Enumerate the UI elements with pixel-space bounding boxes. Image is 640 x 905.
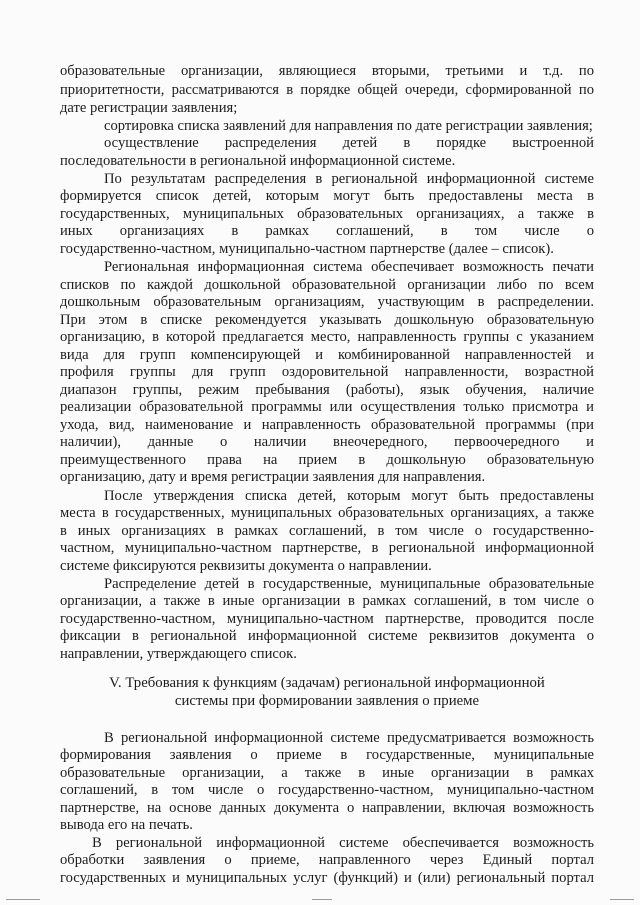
text-line: организацию, в которой предлагается место, направленность группы с указанием <box>60 329 594 345</box>
text-line: диапазон группы, режим пребывания (работы), язык обучения, наличие <box>60 382 594 398</box>
text-line: иных организациях в рамках соглашений, в том числе о <box>60 223 594 239</box>
scan-artifact <box>610 899 634 900</box>
text-line: образовательные организации, а также в иные организации в рамках <box>60 765 594 781</box>
text-line: реализации образовательной программы или осуществления только присмотра и <box>60 399 594 415</box>
text-line: государственных и муниципальных услуг (функций) и (или) региональный портал <box>60 870 594 886</box>
scan-artifact <box>6 899 40 900</box>
section-heading-line: V. Требования к функциям (задачам) региональной информационной <box>109 675 545 691</box>
text-line: дате регистрации заявления; <box>60 100 238 116</box>
text-line: вывода его на печать. <box>60 817 193 833</box>
text-line: обработки заявления о приеме, направленного через Единый портал <box>60 852 594 868</box>
text-line: организации, а также в иные организации в рамках соглашений, в том числе о <box>60 593 594 609</box>
text-line: По результатам распределения в региональной информационной системе <box>104 171 594 187</box>
text-line: формирования заявления о приеме в государственные, муниципальные <box>60 747 594 763</box>
text-line: системе фиксируются реквизиты документа о направлении. <box>60 558 432 574</box>
text-line: сортировка списка заявлений для направления по дате регистрации заявления; <box>104 118 593 134</box>
text-line: государственных, муниципальных образовательных организациях, а также в <box>60 206 594 222</box>
text-line: соглашений, в том числе о государственно-частном, муниципально-частном <box>60 782 594 798</box>
text-line: вида для групп компенсирующей и комбинированной направленностей и <box>60 347 594 363</box>
text-line: осуществление распределения детей в порядке выстроенной <box>104 135 594 151</box>
text-line: места в государственных, муниципальных образовательных организациях, а также <box>60 505 594 521</box>
text-line: В региональной информационной системе предусматривается возможность <box>104 730 594 746</box>
text-line: партнерстве, на основе данных документа о направлении, включая возможность <box>60 800 594 816</box>
text-line: ухода, вид, наименование и направленность образовательной программы (при <box>60 417 594 433</box>
text-line: направлении, утверждающего список. <box>60 646 297 662</box>
text-line: наличии), данные о наличии внеочередного, первоочередного и <box>60 434 594 450</box>
text-line: приоритетности, рассматриваются в порядке общей очереди, сформированной по <box>60 82 594 98</box>
text-line: государственно-частном, муниципально-частном партнерстве, проводится после <box>60 611 594 627</box>
section-heading-line: системы при формировании заявления о приеме <box>174 693 480 709</box>
text-line: В региональной информационной системе обеспечивается возможность <box>92 835 594 851</box>
text-line: государственно-частном, муниципально-частном партнерстве (далее – список). <box>60 241 554 257</box>
text-line: При этом в списке рекомендуется указывать дошкольную образовательную <box>60 312 594 328</box>
scan-artifact <box>312 899 332 900</box>
text-line: образовательные организации, являющиеся вторыми, третьими и т.д. по <box>60 63 594 79</box>
text-line: профиля группы для групп оздоровительной направленности, возрастной <box>60 364 594 380</box>
text-line: в иных организациях в рамках соглашений, в том числе о государственно- <box>60 523 594 539</box>
text-line: списков по каждой дошкольной образовательной организации либо по всем <box>60 277 594 293</box>
text-line: Региональная информационная система обеспечивает возможность печати <box>104 259 594 275</box>
text-line: частном, муниципально-частном партнерстве, в региональной информационной <box>60 540 594 556</box>
text-line: последовательности в региональной информационной системе. <box>60 153 456 169</box>
text-line: преимущественного права на прием в дошкольную образовательную <box>60 452 594 468</box>
text-line: фиксации в региональной информационной системе реквизитов документа о <box>60 628 594 644</box>
text-line: Распределение детей в государственные, муниципальные образовательные <box>104 576 594 592</box>
text-line: формируется список детей, которым могут быть предоставлены места в <box>60 188 594 204</box>
text-line: После утверждения списка детей, которым могут быть предоставлены <box>104 488 594 504</box>
text-line: организацию, дату и время регистрации заявления для направления. <box>60 469 486 485</box>
text-line: дошкольным образовательным организациям, участвующим в распределении. <box>60 294 594 310</box>
